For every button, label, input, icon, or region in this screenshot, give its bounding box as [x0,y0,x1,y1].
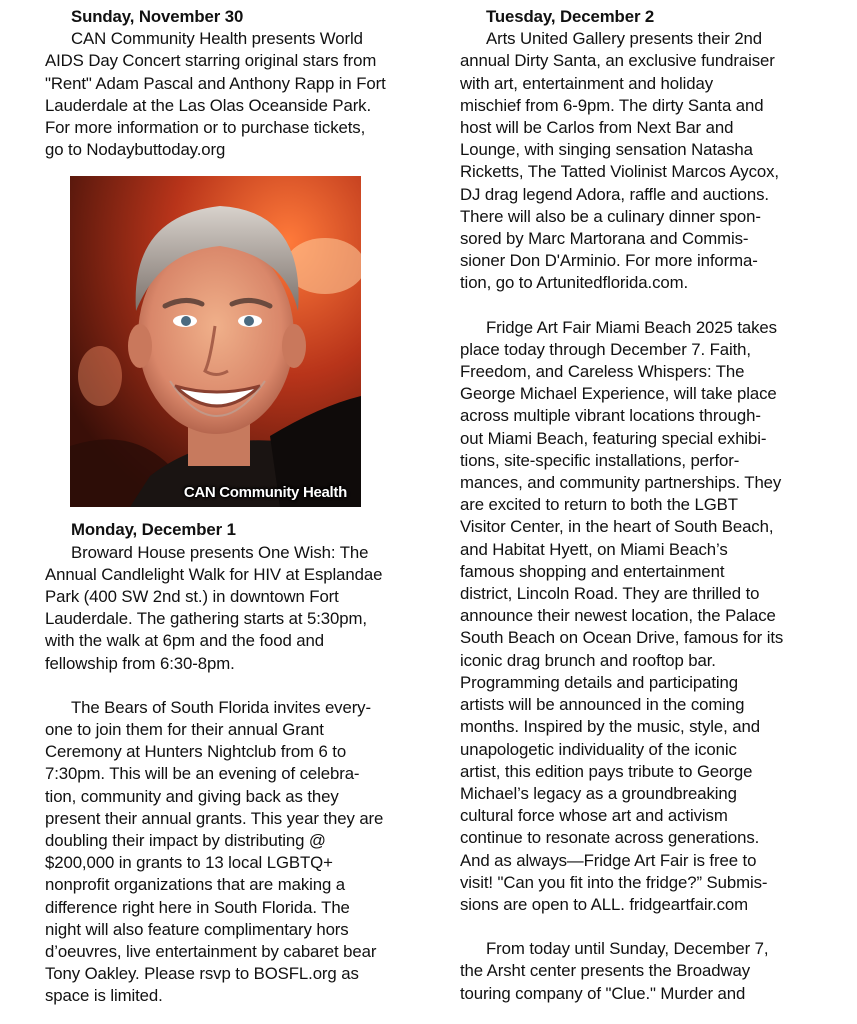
event-date-heading: Sunday, November 30 [71,7,244,26]
event-text-line: announce their newest location, the Palace [460,606,776,626]
right-column [460,6,816,1005]
event-arsht-clue [460,938,816,1005]
event-text-line: DJ drag legend Adora, raffle and auctions. [460,184,769,204]
left-column [45,6,423,1008]
event-text-line: Ricketts, The Tatted Violinist Marcos Aycox, [460,162,779,182]
event-text-line: night will also feature complimentary hors [45,919,349,939]
event-text-line: Programming details and participating [460,672,739,692]
event-text-line: are excited to return to both the LGBT [460,495,738,515]
event-text-line: Arts United Gallery presents their 2nd [486,29,763,49]
event-date-heading: Tuesday, December 2 [486,7,655,26]
event-text-line: continue to resonate across generations. [460,828,760,848]
event-text-line: difference right here in South Florida. The [45,897,350,917]
event-text-line: And as always—Fridge Art Fair is free to [460,850,757,870]
event-text-line: d’oeuvres, live entertainment by cabaret bear [45,942,377,962]
event-text-line: annual Dirty Santa, an exclusive fundraiser [460,51,775,71]
event-text-line: host will be Carlos from Next Bar and [460,118,734,138]
event-text-line: Annual Candlelight Walk for HIV at Esplandae [45,564,383,584]
event-text-line: Tony Oakley. Please rsvp to BOSFL.org as [45,964,359,984]
event-text-line: AIDS Day Concert starring original stars from [45,51,377,71]
event-monday-dec-1 [45,519,423,674]
event-text-line: artist, this edition pays tribute to George [460,761,753,781]
event-text-line: sioner Don D'Arminio. For more informa- [460,251,758,271]
event-tuesday-dec-2 [460,6,816,295]
event-text-line: CAN Community Health presents World [71,29,363,49]
paragraph-gap [45,675,423,697]
event-text-line: fellowship from 6:30-8pm. [45,653,235,673]
event-text-line: The Bears of South Florida invites every- [71,697,371,717]
event-text-line: Freedom, and Careless Whispers: The [460,362,745,382]
event-text-line: place today through December 7. Faith, [460,339,751,359]
event-text-line: tions, site-specific installations, perfor- [460,450,740,470]
event-text-line: touring company of "Clue." Murder and [460,983,746,1003]
event-text-line: South Beach on Ocean Drive, famous for its [460,628,784,648]
event-text-line: Fridge Art Fair Miami Beach 2025 takes [486,317,777,337]
event-bears-grant-ceremony [45,697,423,1008]
event-text-line: space is limited. [45,986,163,1006]
event-fridge-art-fair [460,317,816,916]
event-text-line: Park (400 SW 2nd st.) in downtown Fort [45,587,339,607]
event-text-line: the Arsht center presents the Broadway [460,961,751,981]
event-text-line: present their annual grants. This year they are [45,808,384,828]
event-text-line: From today until Sunday, December 7, [486,939,769,959]
event-text-line: nonprofit organizations that are making a [45,875,346,895]
event-text-line: tion, community and giving back as they [45,786,339,806]
photo-caption: CAN Community Health [183,484,347,502]
portrait-photo [70,176,361,507]
event-text-line: doubling their impact by distributing @ [45,831,326,851]
event-text-line: visit! "Can you fit into the fridge?” Submis- [460,872,768,892]
event-text-line: Ceremony at Hunters Nightclub from 6 to [45,742,347,762]
event-text-line: across multiple vibrant locations through- [460,406,761,426]
event-text-line: one to join them for their annual Grant [45,720,324,740]
event-text-line: out Miami Beach, featuring special exhibi- [460,428,767,448]
event-text-line: famous shopping and entertainment [460,561,725,581]
portrait-image [70,176,361,507]
event-text-line: For more information or to purchase tickets, [45,118,366,138]
event-text-line: mances, and community partnerships. They [460,473,782,493]
event-text-line: tion, go to Artunitedflorida.com. [460,273,689,293]
paragraph-gap [460,916,816,938]
event-text-line: artists will be announced in the coming [460,695,745,715]
event-text-line: George Michael Experience, will take place [460,384,777,404]
event-text-line: Broward House presents One Wish: The [71,542,369,562]
event-date-heading: Monday, December 1 [71,520,236,540]
event-text-line: and Habitat Hyett, on Miami Beach’s [460,539,728,559]
event-text-line: with the walk at 6pm and the food and [45,631,324,651]
event-text-line: $200,000 in grants to 13 local LGBTQ+ [45,853,333,873]
event-text-line: iconic drag brunch and rooftop bar. [460,650,716,670]
event-text-line: sions are open to ALL. fridgeartfair.com [460,894,748,914]
event-text-line: 7:30pm. This will be an evening of celebra- [45,764,360,784]
event-text-line: Visitor Center, in the heart of South Beach, [460,517,774,537]
event-text-line: sored by Marc Martorana and Commis- [460,229,749,249]
event-text-line: Lauderdale at the Las Olas Oceanside Park. [45,95,372,115]
event-text-line: cultural force whose art and activism [460,806,728,826]
event-text-line: There will also be a culinary dinner spon- [460,206,761,226]
event-text-line: go to Nodaybuttoday.org [45,140,226,160]
event-text-line: with art, entertainment and holiday [460,73,714,93]
event-sunday-nov-30 [45,6,423,161]
event-text-line: Michael’s legacy as a groundbreaking [460,783,737,803]
event-text-line: "Rent" Adam Pascal and Anthony Rapp in Fort [45,73,386,93]
event-text-line: district, Lincoln Road. They are thrilled to [460,584,760,604]
event-text-line: mischief from 6-9pm. The dirty Santa and [460,95,764,115]
event-text-line: months. Inspired by the music, style, and [460,717,760,737]
paragraph-gap [460,295,816,317]
event-text-line: unapologetic individuality of the iconic [460,739,737,759]
event-text-line: Lauderdale. The gathering starts at 5:30pm, [45,609,367,629]
event-text-line: Lounge, with singing sensation Natasha [460,140,753,160]
